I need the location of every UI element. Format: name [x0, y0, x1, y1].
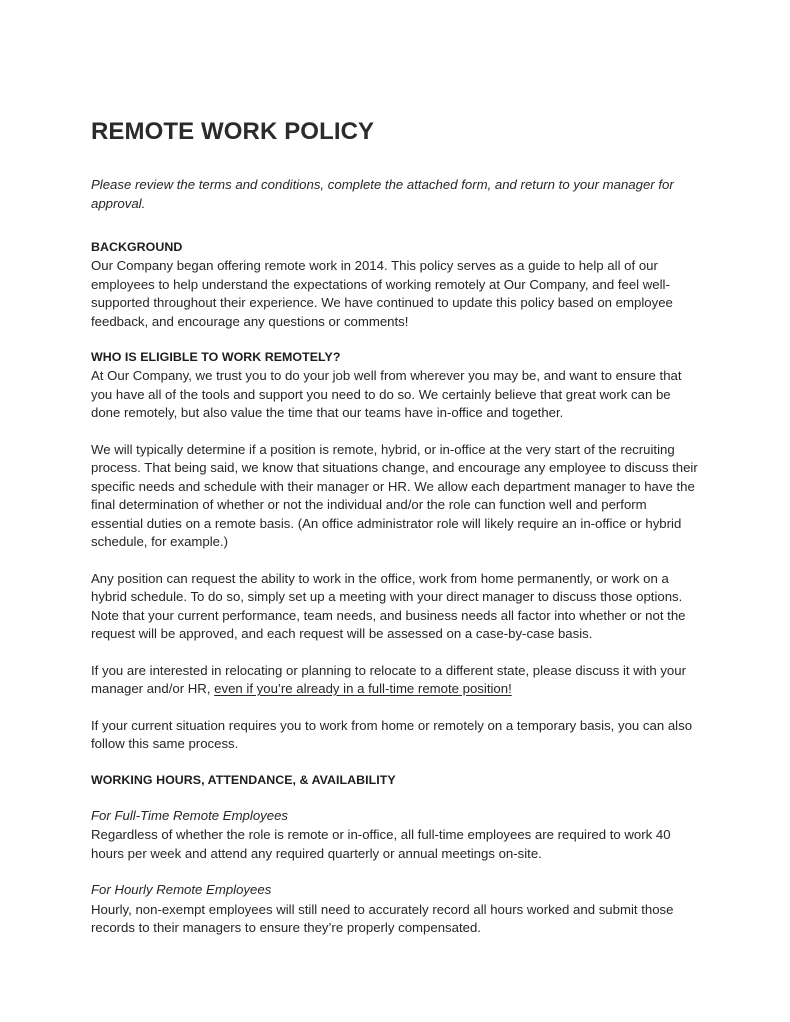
paragraph-eligibility-2: We will typically determine if a position is remote, hybrid, or in-office at the very start of the recruiting process. That being said, we know that situations change, and encourage any employee to discuss their specific needs and schedule with their manager or HR. We allow each department manager to have the final determination of whether or not the individual and/or the role can function well and perform essential duties on a remote basis. (An office administrator role will likely require an in-office or hybrid schedule, for example.)	[91, 441, 698, 549]
subheading-full-time: For Full-Time Remote Employees	[91, 807, 289, 823]
subsection-hourly	[91, 881, 699, 938]
section-heading-eligibility: WHO IS ELIGIBLE TO WORK REMOTELY?	[91, 350, 341, 364]
relocation-underlined-text: even if you’re already in a full-time remote position!	[214, 681, 512, 696]
paragraph-temporary-basis: If your current situation requires you to work from home or remotely on a temporary basis, you can also follow this same process.	[91, 717, 693, 751]
intro-paragraph: Please review the terms and conditions, complete the attached form, and return to your manager for approval.	[91, 177, 674, 211]
section-background	[91, 239, 699, 331]
paragraph-eligibility-1: At Our Company, we trust you to do your job well from wherever you may be, and want to ensure that you have all of the tools and support you need to do so. We certainly believe that great work can be done remotely, but also value the time that our teams have in-office and together.	[91, 368, 682, 420]
paragraph-eligibility-3: Any position can request the ability to work in the office, work from home permanently, or work on a hybrid schedule. To do so, simply set up a meeting with your direct manager to discuss those options. Note that your current performance, team needs, and business needs all factor into whether or not the request will be approved, and each request will be assessed on a case-by-case basis.	[91, 570, 686, 641]
paragraph-full-time: Regardless of whether the role is remote or in-office, all full-time employees are required to work 40 hours per week and attend any required quarterly or annual meetings on-site.	[91, 827, 671, 861]
paragraph-hourly: Hourly, non-exempt employees will still need to accurately record all hours worked and submit those records to their managers to ensure they’re properly compensated.	[91, 901, 674, 935]
relocation-lead-text: If you are interested in relocating or planning to relocate to a different state, please discuss it with your manager and/or HR,	[91, 662, 686, 696]
paragraph-background-1: Our Company began offering remote work in 2014. This policy serves as a guide to help all of our employees to help understand the expectations of working remotely at Our Company, and feel well-supported throughout their experience. We have continued to update this policy based on employee feedback, and encourage any questions or comments!	[91, 258, 673, 329]
section-heading-background: BACKGROUND	[91, 240, 183, 254]
document-content	[91, 118, 699, 938]
page-title: REMOTE WORK POLICY	[91, 118, 375, 145]
subsection-full-time	[91, 807, 699, 864]
section-working-hours	[91, 772, 699, 938]
subheading-hourly: For Hourly Remote Employees	[91, 882, 272, 897]
paragraph-relocation	[91, 662, 699, 699]
section-eligibility	[91, 349, 699, 754]
section-heading-working-hours: WORKING HOURS, ATTENDANCE, & AVAILABILITY	[91, 772, 396, 787]
